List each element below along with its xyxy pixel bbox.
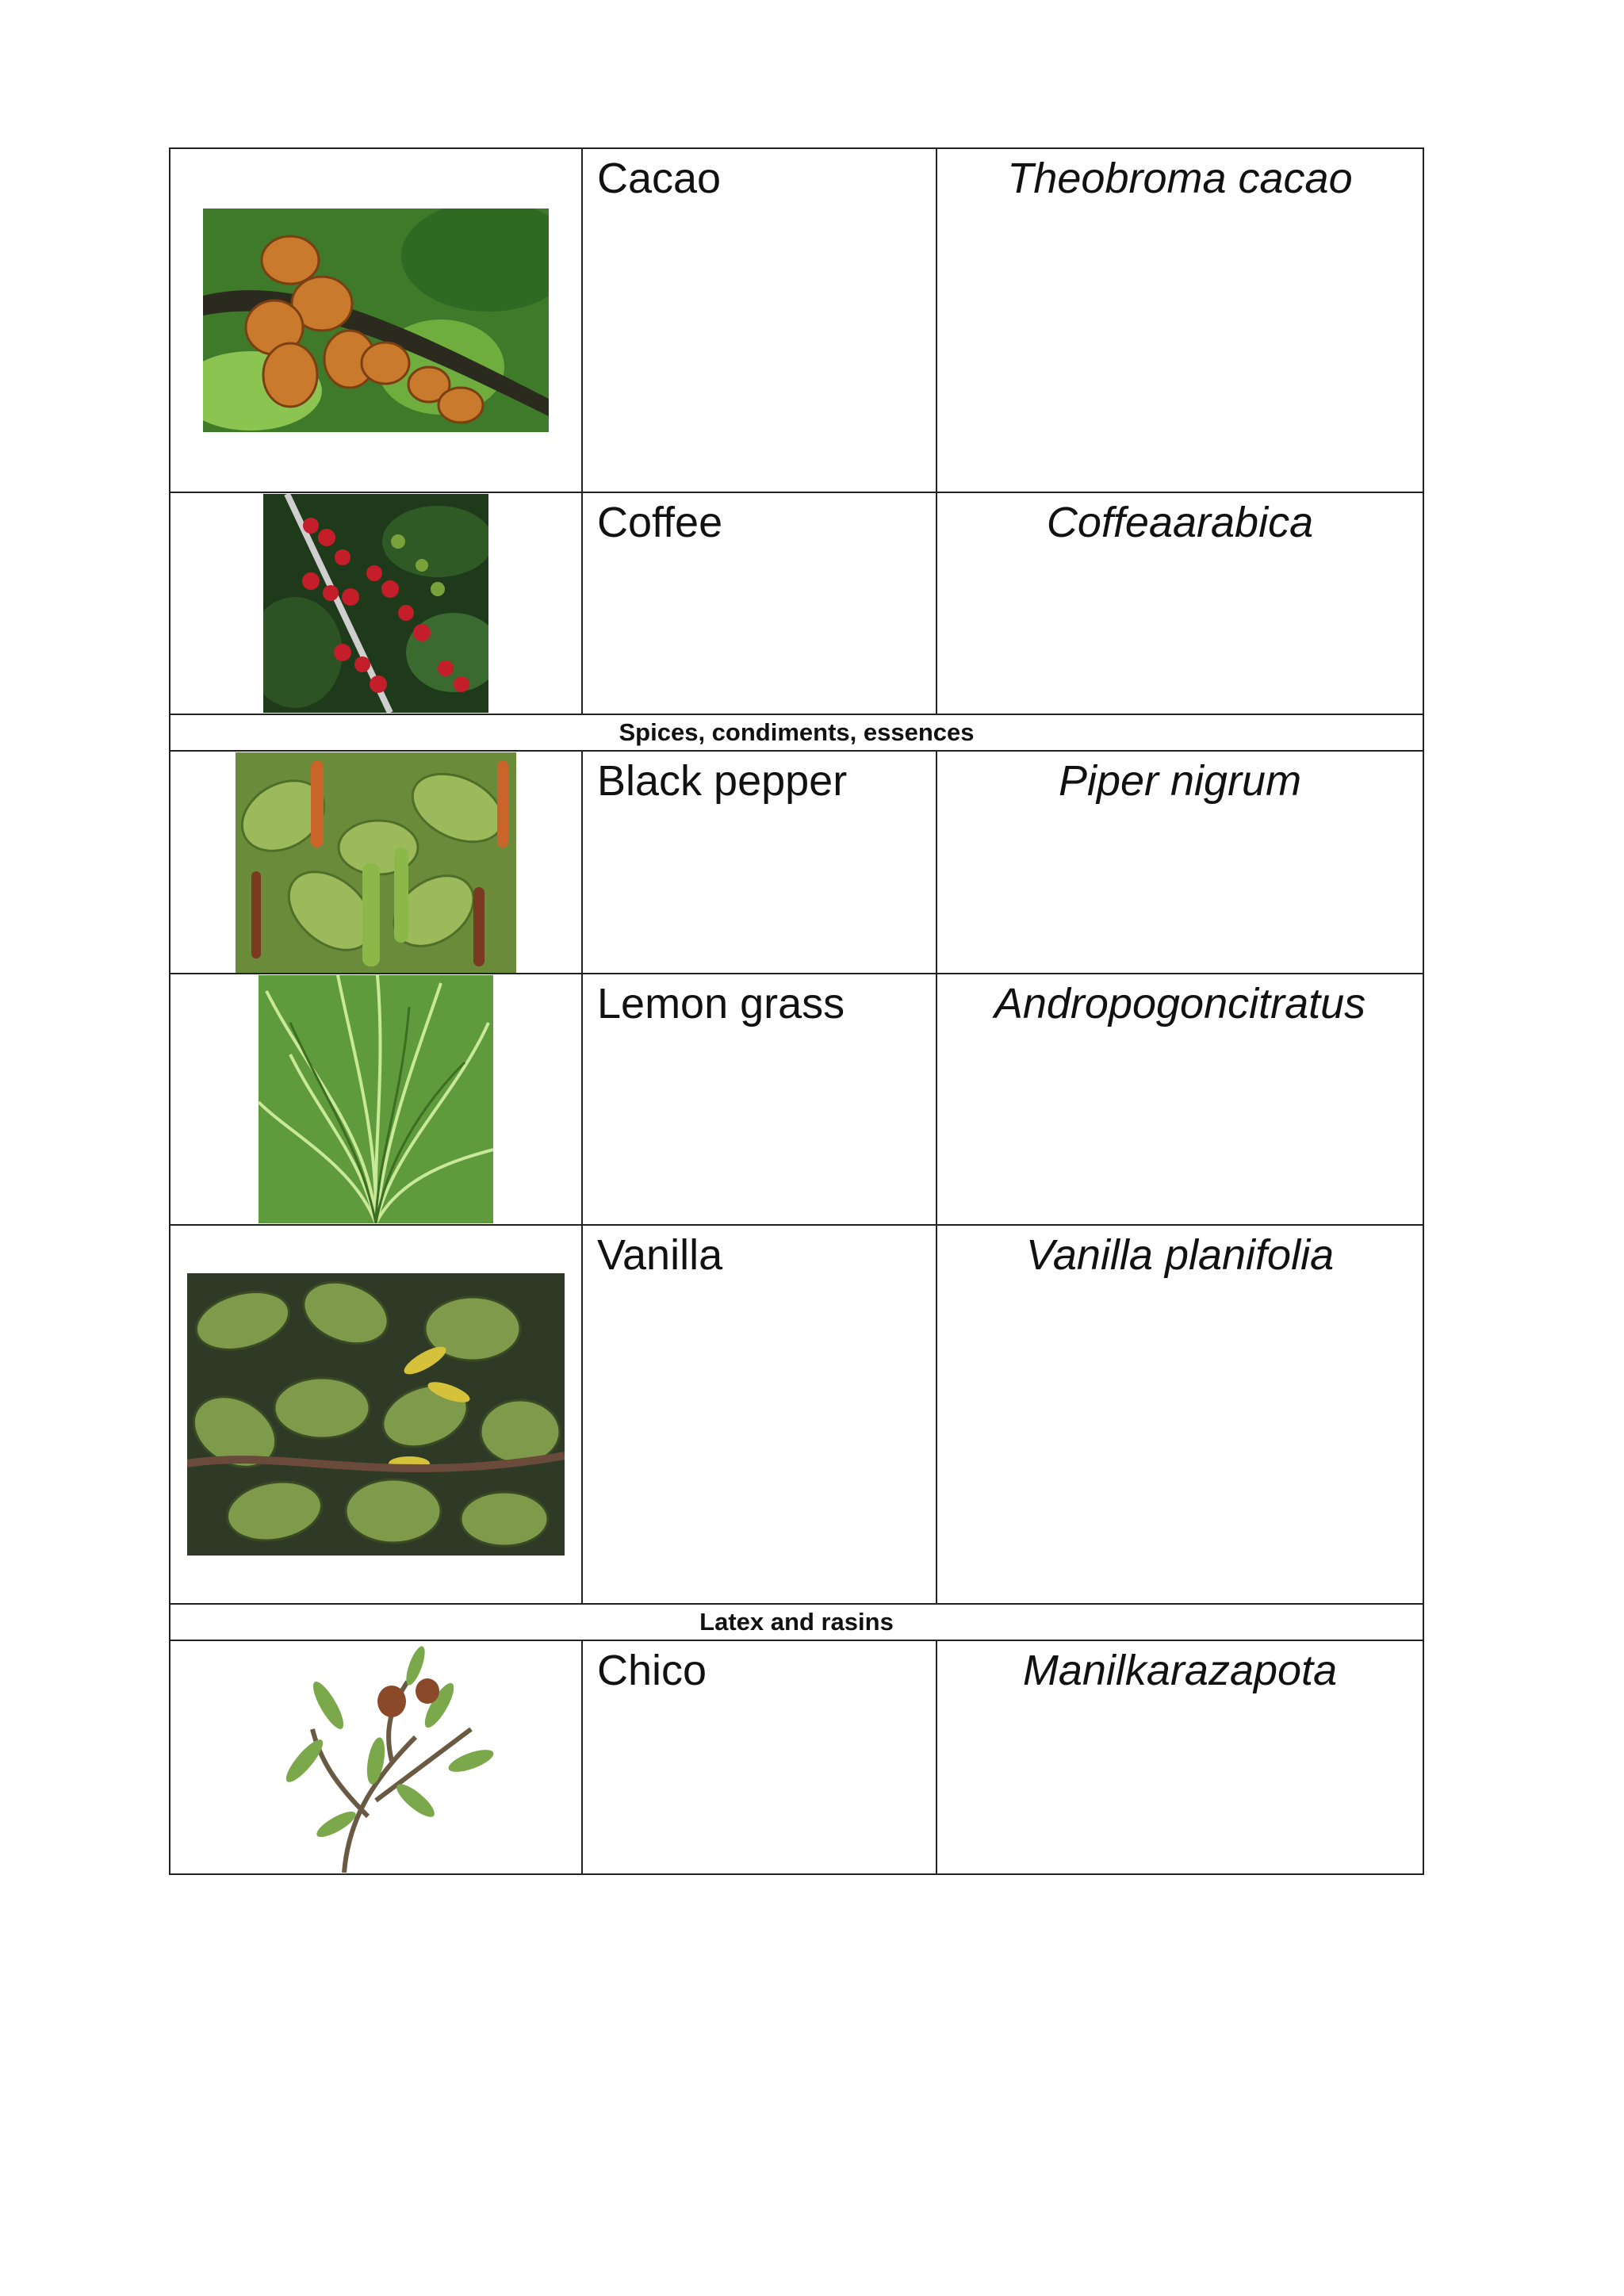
scientific-name: Piper nigrum — [1058, 757, 1302, 805]
image-cell — [170, 1225, 582, 1604]
lemon-grass-photo — [259, 975, 493, 1223]
table-row — [170, 751, 1423, 974]
table-row — [170, 1225, 1423, 1604]
common-name: Vanilla — [597, 1231, 723, 1279]
scientific-name: Andropogoncitratus — [994, 980, 1366, 1027]
section-heading: Latex and rasins — [170, 1604, 1423, 1640]
plant-table — [169, 147, 1424, 1875]
coffee-photo — [263, 494, 488, 713]
scientific-name: Manilkarazapota — [1022, 1647, 1338, 1694]
common-name: Black pepper — [597, 757, 848, 805]
table-row — [170, 492, 1423, 714]
image-cell — [170, 1640, 582, 1874]
section-row — [170, 714, 1423, 751]
table-row — [170, 1640, 1423, 1874]
common-name: Cacao — [597, 155, 722, 202]
section-row — [170, 1604, 1423, 1640]
cacao-photo — [203, 209, 549, 432]
image-cell — [170, 148, 582, 492]
chico-photo — [257, 1642, 495, 1873]
table-row — [170, 148, 1423, 492]
common-name: Chico — [597, 1647, 707, 1694]
section-heading: Spices, condiments, essences — [170, 714, 1423, 751]
common-name: Coffee — [597, 499, 723, 546]
common-name: Lemon grass — [597, 980, 845, 1027]
image-cell — [170, 751, 582, 974]
scientific-name: Vanilla planifolia — [1025, 1231, 1335, 1279]
scientific-name: Coffeaarabica — [1046, 499, 1314, 546]
image-cell — [170, 492, 582, 714]
black-pepper-photo — [236, 752, 516, 973]
table-row — [170, 974, 1423, 1225]
image-cell — [170, 974, 582, 1225]
scientific-name: Theobroma cacao — [1007, 155, 1353, 202]
vanilla-photo — [187, 1273, 565, 1556]
